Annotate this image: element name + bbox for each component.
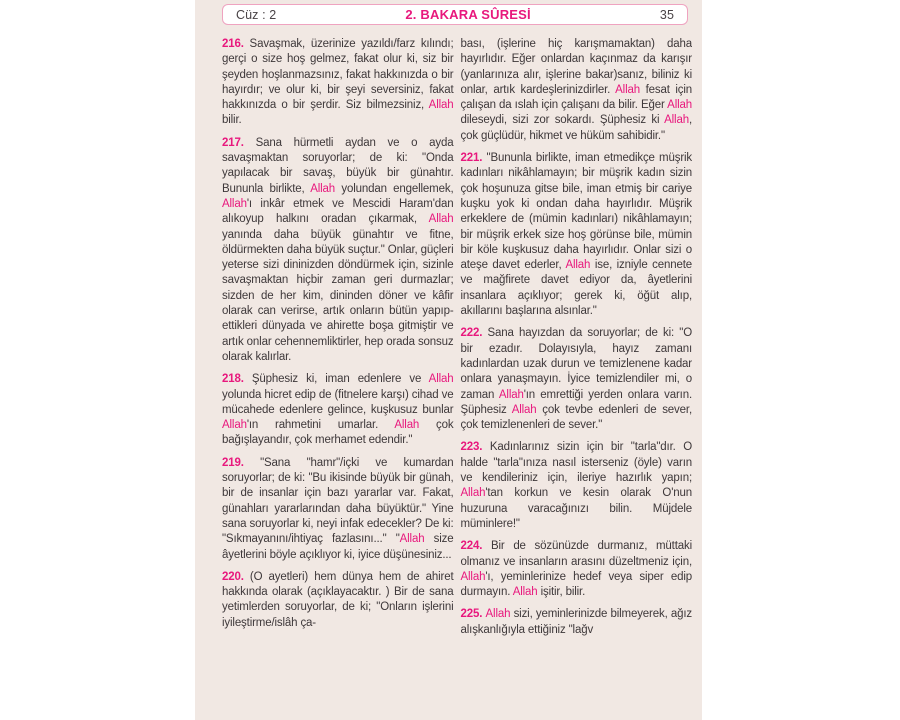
verse-paragraph <box>222 570 454 631</box>
allah-highlight: Allah <box>498 388 524 401</box>
page-header <box>222 4 688 25</box>
verse-text: dileseydi, sizi zor sokardı. Şüphesiz ki <box>460 114 665 127</box>
right-column <box>461 37 693 720</box>
verse-paragraph <box>222 37 454 129</box>
allah-highlight: Allah <box>222 197 247 210</box>
page-number: 35 <box>659 7 674 22</box>
juz-label: Cüz : 2 <box>236 7 277 22</box>
allah-highlight: Allah <box>485 608 511 621</box>
allah-highlight: Allah <box>512 586 538 599</box>
allah-highlight: Allah <box>460 487 486 500</box>
verse-paragraph <box>461 326 693 433</box>
allah-highlight: Allah <box>428 373 454 386</box>
left-column <box>222 37 454 720</box>
verse-text: "Bununla birlikte, iman etmedikçe müşrik kadınları nikâhlamayın; bir müşrik kadın sizin çok hoşunuza gitse bile, iman etmiş bir cariye kuşku yok ki ondan daha hayırlıdır. Müşrik erkeklere de (mümin kadınları) nikâhlamayın; bir müşrik erkek size hoş görünse bile, mümin bir köle kuşkusuz daha hayırlıdır. Onlar sizi o ateşe davet ederler, <box>460 152 692 272</box>
verse-text: sizi, yeminlerinizde bilmeyerek, ağız alışkanlığıyla ettiğiniz "lağv <box>460 608 692 636</box>
verse-number: 223. <box>460 441 490 454</box>
verse-text: Sana hayızdan da soruyorlar; de ki: "O bir ezadır. Dolayısıyla, hayız zamanı kadınlardan uzak durun ve temizlenene kadar onlara yanaşmayın. İyice temizlendiler mi, o zaman <box>460 327 692 401</box>
verse-number: 225. <box>460 608 486 621</box>
verse-text: "Sana "hamr"/içki ve kumardan soruyorlar; de ki: "Bu ikisinde büyük bir günah, bir de insanlar için bazı yararlar var. Fakat, günahları yararlarından daha büyüktür." Yine sana soruyorlar ki, neyi infak edecekler? De ki: "Sıkmayanını/ihtiyaç fazlasını..." " <box>222 456 454 546</box>
allah-highlight: Allah <box>667 99 692 112</box>
verse-text: Savaşmak, üzerinize yazıldı/farz kılındı; gerçi o size hoş gelmez, fakat olur ki, siz bir şeyden hoşlanmazsınız, fakat hakkınızda o bir hayırdır; ve olur ki, bir şeyi seversiniz, fakat hakkınızda o bir şerdir. Siz bilmezsiniz, <box>222 38 454 112</box>
verse-paragraph <box>461 539 693 600</box>
allah-highlight: Allah <box>399 533 425 546</box>
verse-text: fesat için çalışan da ıslah için çalışanı da bilir. Eğer <box>460 83 692 112</box>
allah-highlight: Allah <box>565 259 591 272</box>
verse-text: 'tan korkun ve kesin olarak O'nun huzuruna varacağınızı bilin. Müjdele müminlere!" <box>460 487 692 530</box>
allah-highlight: Allah <box>428 213 454 226</box>
verse-text: çok bağışlayandır, çok merhamet edendir." <box>222 419 454 447</box>
verse-paragraph <box>222 456 454 563</box>
verse-text: Sana hürmetli aydan ve o ayda savaşmaktan soruyorlar; de ki: "Onda yapılacak bir savaş, büyük bir günahtır. Bununla birlikte, <box>222 136 454 195</box>
surah-title: 2. BAKARA SÛRESİ <box>405 7 531 22</box>
verse-text: (O ayetleri) hem dünya hem de ahiret hakkında olarak (açıklayacaktır. ) Bir de sana yetimlerden soruyorlar, de ki; "Onların işlerini iyileştirme/islâh ça- <box>222 570 454 629</box>
verse-number: 220. <box>222 570 250 583</box>
verse-text: bası, (işlerine hiç karışmamaktan) daha hayırlıdır. Eğer onlardan kaçınmaz da karışır (yanlarınıza alır, işlerine bakar)sanız, biliniz ki onlar, artık kardeşlerinizdirler. <box>460 38 692 96</box>
verse-text: ise, izniyle cennete ve mağfirete davet ediyor da, âyetlerini insanlara açıklıyor; gerek ki, öğüt alıp, akıllarını başlarına alsınlar." <box>460 259 692 318</box>
allah-highlight: Allah <box>310 182 336 195</box>
verse-text: yolunda hicret edip de (fitnelere karşı) cihad ve mücahede edenlere gelince, kuşkusuz bunlar <box>222 388 454 416</box>
verse-text: 'ı inkâr etmek ve Mescidi Haram'dan alıkoyup halkını oradan çıkarmak, <box>222 197 454 226</box>
verse-text: Bir de sözünüzde durmanız, müttaki olmanız ve insanların arasını düzeltmeniz için, <box>460 540 692 568</box>
verse-text: 'ı, yeminlerinize hedef veya siper edip durmayın. <box>460 570 692 599</box>
verse-text: Şüphesiz ki, iman edenlere ve <box>251 373 429 386</box>
verse-paragraph <box>222 372 454 448</box>
verse-paragraph <box>461 151 693 319</box>
text-columns <box>222 37 692 720</box>
allah-highlight: Allah <box>428 99 454 112</box>
verse-number: 218. <box>222 373 252 386</box>
verse-paragraph <box>461 440 693 532</box>
verse-number: 222. <box>460 327 488 340</box>
verse-text: yanında daha büyük günahtır ve fitne, öldürmekten daha büyük suçtur." Onlar, güçleri yeterse sizi dininizden döndürmek için, sizinle savaşmaktan hiçbir zaman geri durmazlar; sizden de her kim, dininden döner ve kâfir olarak can verirse, artık onların bütün yapıp-ettikleri dünyada ve ahirette boşa gitmiştir ve artık onlar cehennemliktirler, hep orada sonsuz olarak kalırlar. <box>222 228 454 363</box>
verse-number: 224. <box>460 540 491 553</box>
verse-text: işitir, bilir. <box>537 586 586 599</box>
verse-number: 221. <box>460 152 487 165</box>
verse-text: çok tevbe edenleri de sever, çok temizlenenleri de sever." <box>460 403 692 432</box>
quran-page <box>195 0 702 720</box>
allah-highlight: Allah <box>394 419 420 432</box>
verse-paragraph <box>461 607 693 638</box>
verse-number: 217. <box>222 136 256 149</box>
allah-highlight: Allah <box>222 419 247 432</box>
verse-number: 219. <box>222 456 261 469</box>
verse-text: , çok güçlüdür, hikmet ve hüküm sahibidir." <box>460 114 692 142</box>
allah-highlight: Allah <box>615 83 640 96</box>
verse-text: yolundan engellemek, <box>335 182 454 195</box>
allah-highlight: Allah <box>460 570 486 583</box>
verse-paragraph <box>461 37 693 144</box>
verse-text: 'ın emrettiği yerden onlara varın. Şüphesiz <box>460 388 692 416</box>
verse-text: size âyetlerini böyle açıklıyor ki, iyice düşünesiniz... <box>222 533 454 561</box>
verse-paragraph <box>222 136 454 365</box>
verse-text: Kadınlarınız sizin için bir "tarla"dır. O halde "tarla"ınıza nasıl isterseniz (öyle) varın ve kendileriniz için, ileriye hazırlık yapın; <box>460 441 692 485</box>
allah-highlight: Allah <box>664 114 689 127</box>
verse-text: 'ın rahmetini umarlar. <box>246 419 395 432</box>
allah-highlight: Allah <box>511 403 537 416</box>
verse-number: 216. <box>222 38 250 50</box>
verse-text: bilir. <box>222 114 242 127</box>
